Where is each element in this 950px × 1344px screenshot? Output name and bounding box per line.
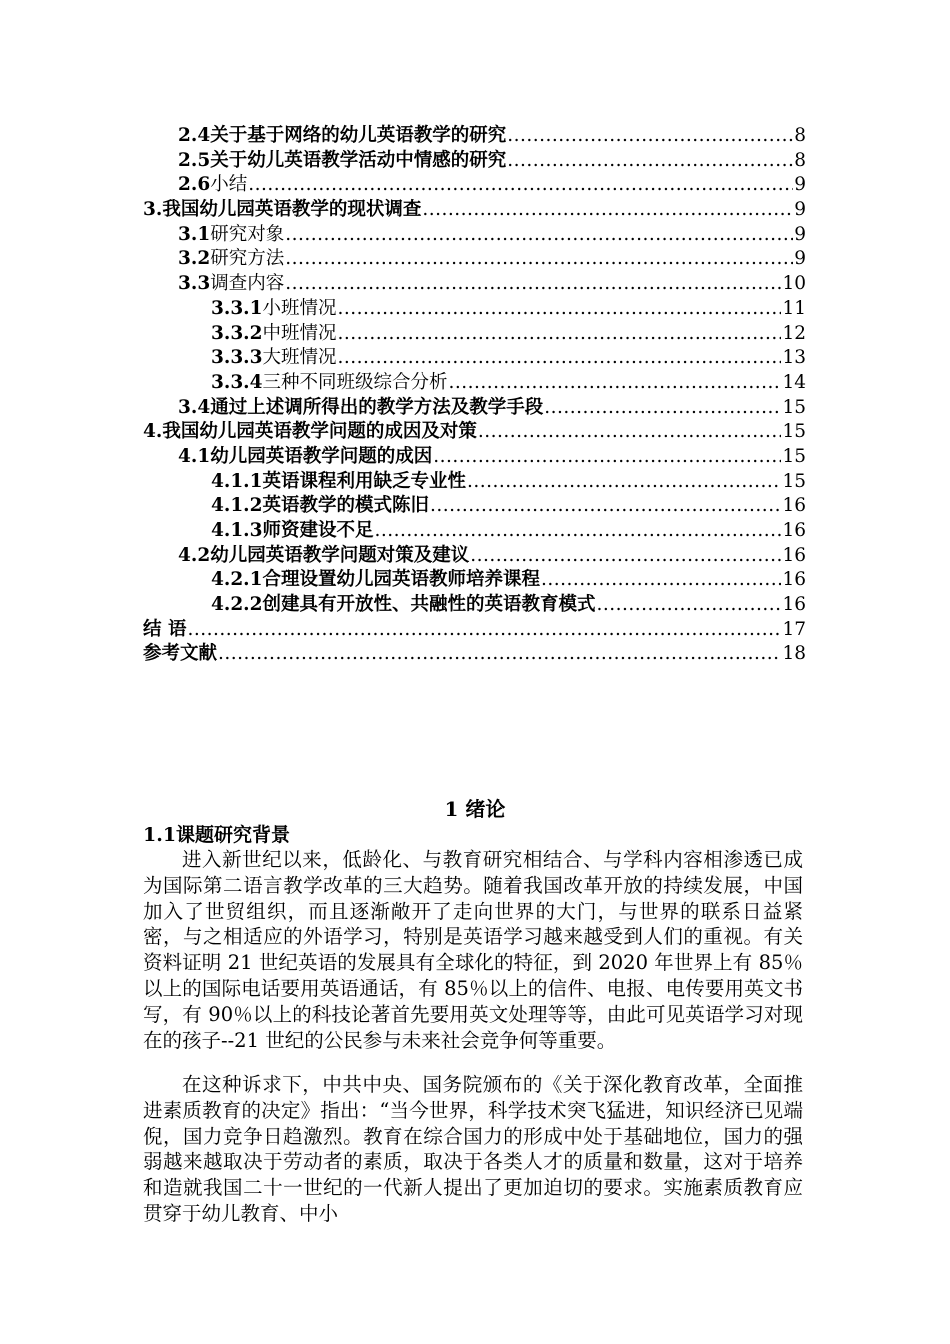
toc-entry-page-number: 8 — [794, 149, 806, 171]
toc-entry-title: 幼儿园英语教学问题对策及建议 — [210, 544, 470, 566]
toc-entry-title: 我国幼儿园英语教学问题的成因及对策 — [162, 421, 477, 443]
toc-entry-number: 4.1.2 — [211, 495, 263, 517]
toc-entry-title: 合理设置幼儿园英语教师培养课程 — [262, 569, 541, 591]
toc-entry-title: 创建具有开放性、共融性的英语教育模式 — [262, 594, 596, 616]
toc-entry-number: 3.1 — [178, 223, 211, 245]
toc-entry-title: 大班情况 — [262, 347, 337, 369]
toc-entry[interactable] — [143, 346, 806, 371]
toc-dot-leader — [597, 593, 782, 618]
toc-entry-title: 调查内容 — [210, 273, 285, 295]
toc-dot-leader — [375, 519, 782, 544]
toc-entry-page-number: 15 — [782, 396, 806, 418]
toc-entry[interactable] — [143, 149, 806, 174]
section-title: 1.1课题研究背景 — [143, 824, 291, 846]
toc-entry[interactable] — [143, 272, 806, 297]
toc-entry-title: 英语教学的模式陈旧 — [262, 495, 430, 517]
toc-dot-leader — [544, 396, 781, 421]
toc-entry-number: 2.4 — [178, 125, 211, 146]
toc-entry-title: 小班情况 — [262, 297, 337, 319]
toc-dot-leader — [430, 494, 781, 519]
toc-dot-leader — [478, 420, 782, 445]
toc-entry-title: 通过上述调所得出的教学方法及教学手段 — [210, 396, 544, 418]
toc-dot-leader — [248, 173, 793, 198]
toc-dot-leader — [338, 297, 782, 322]
toc-entry-page-number: 13 — [782, 347, 806, 369]
toc-entry-title: 师资建设不足 — [262, 520, 374, 541]
toc-dot-leader — [422, 198, 793, 223]
toc-entry-page-number: 17 — [782, 618, 806, 640]
toc-entry-number: 4.1.1 — [211, 470, 263, 492]
toc-entry-number: 4.1.3 — [211, 520, 263, 541]
toc-entry[interactable] — [143, 198, 806, 223]
toc-entry-title: 结 语 — [143, 618, 187, 640]
table-of-contents — [143, 124, 806, 667]
toc-entry-title: 中班情况 — [262, 322, 337, 344]
toc-entry-page-number: 10 — [782, 273, 806, 295]
toc-entry-title: 幼儿园英语教学问题的成因 — [210, 445, 433, 467]
toc-entry-page-number: 9 — [794, 174, 806, 196]
toc-entry-number: 2.6 — [178, 174, 211, 196]
toc-dot-leader — [470, 544, 781, 569]
toc-dot-leader — [338, 346, 782, 371]
toc-entry[interactable] — [143, 544, 806, 569]
toc-entry-page-number: 12 — [782, 322, 806, 344]
toc-entry[interactable] — [143, 494, 806, 519]
toc-entry-number: 3.3.2 — [211, 322, 263, 344]
toc-entry-page-number: 16 — [782, 569, 806, 591]
toc-entry[interactable] — [143, 297, 806, 322]
toc-entry-number: 3.3.3 — [211, 347, 263, 369]
toc-entry[interactable] — [143, 445, 806, 470]
toc-entry[interactable] — [143, 396, 806, 421]
toc-entry[interactable] — [143, 371, 806, 396]
toc-entry-title: 研究方法 — [210, 248, 285, 270]
toc-entry[interactable] — [143, 322, 806, 347]
body-paragraph-2: 在这种诉求下，中共中央、国务院颁布的《关于深化教育改革，全面推进素质教育的决定》指出：“当今世界，科学技术突飞猛进，知识经济已见端倪，国力竞争日趋激烈。教育在综合国力的形成中处于基础地位，国力的强弱越来越取决于劳动者的素质，取决于各类人才的质量和数量，这对于培养和造就我国二十一世纪的一代新人提出了更加迫切的要求。实施素质教育应贯穿于幼儿教育、中小 — [143, 1073, 803, 1225]
toc-dot-leader — [467, 470, 781, 495]
toc-entry-number: 2.5 — [178, 149, 211, 171]
toc-entry[interactable] — [143, 247, 806, 272]
toc-dot-leader — [285, 247, 793, 272]
toc-entry-title: 三种不同班级综合分析 — [262, 371, 448, 393]
toc-entry[interactable] — [143, 519, 806, 544]
toc-entry-number: 3.2 — [178, 248, 211, 270]
toc-entry-page-number: 15 — [782, 470, 806, 492]
toc-entry-page-number: 16 — [782, 520, 806, 541]
toc-entry-number: 4.1 — [178, 445, 211, 467]
toc-entry-number: 4.2.2 — [211, 594, 263, 616]
toc-entry[interactable] — [143, 223, 806, 248]
toc-dot-leader — [507, 124, 793, 149]
toc-entry-page-number: 9 — [794, 223, 806, 245]
toc-dot-leader — [285, 272, 781, 297]
toc-dot-leader — [449, 371, 782, 396]
toc-entry[interactable] — [143, 470, 806, 495]
toc-entry[interactable] — [143, 173, 806, 198]
toc-entry-title: 小结 — [210, 174, 248, 196]
toc-entry-page-number: 15 — [782, 421, 806, 443]
toc-entry-number: 3.3 — [178, 273, 211, 295]
toc-entry-page-number: 16 — [782, 495, 806, 517]
toc-entry-page-number: 15 — [782, 445, 806, 467]
toc-entry-title: 英语课程利用缺乏专业性 — [262, 470, 467, 492]
toc-dot-leader — [338, 322, 782, 347]
toc-entry-page-number: 9 — [794, 248, 806, 270]
toc-dot-leader — [285, 223, 793, 248]
toc-entry-title: 我国幼儿园英语教学的现状调查 — [162, 199, 422, 221]
toc-entry-page-number: 16 — [782, 594, 806, 616]
toc-entry-title: 研究对象 — [210, 223, 285, 245]
toc-entry-number: 4. — [143, 421, 163, 443]
toc-entry-page-number: 8 — [794, 125, 806, 146]
toc-entry[interactable] — [143, 642, 806, 667]
toc-dot-leader — [541, 568, 781, 593]
toc-entry[interactable] — [143, 618, 806, 643]
body-paragraph-1: 进入新世纪以来，低龄化、与教育研究相结合、与学科内容相渗透已成为国际第二语言教学改革的三大趋势。随着我国改革开放的持续发展，中国加入了世贸组织，而且逐渐敞开了走向世界的大门，与世界的联系日益紧密，与之相适应的外语学习，特别是英语学习越来越受到人们的重视。有关资料证明 21 世纪英语的发展具有全球化的特征，到 2020 年世界上有 85％以上的国际电话要用英语通话，有 85％以上的信件、电报、电传要用英文书写，有 90％以上的科技论著首先要用英文处理等等，由此可见英语学习对现在的孩子--21 世纪的公民参与未来社会竞争何等重要。 — [143, 848, 803, 1052]
toc-dot-leader — [187, 618, 781, 643]
toc-entry-number: 3. — [143, 199, 163, 221]
toc-entry-number: 3.4 — [178, 396, 211, 418]
toc-entry-title: 参考文献 — [143, 643, 218, 665]
toc-entry-page-number: 11 — [782, 297, 806, 319]
toc-entry[interactable] — [143, 420, 806, 445]
toc-entry-page-number: 16 — [782, 544, 806, 566]
toc-entry-number: 3.3.4 — [211, 371, 263, 393]
toc-entry[interactable] — [143, 124, 806, 149]
toc-entry[interactable] — [143, 593, 806, 618]
toc-dot-leader — [433, 445, 781, 470]
toc-entry-title: 关于基于网络的幼儿英语教学的研究 — [210, 125, 507, 146]
toc-dot-leader — [218, 642, 781, 667]
toc-entry-title: 关于幼儿英语教学活动中情感的研究 — [210, 149, 507, 171]
toc-entry[interactable] — [143, 568, 806, 593]
toc-entry-number: 3.3.1 — [211, 297, 263, 319]
toc-entry-number: 4.2.1 — [211, 569, 263, 591]
toc-entry-page-number: 14 — [782, 371, 806, 393]
toc-entry-page-number: 9 — [794, 199, 806, 221]
toc-entry-page-number: 18 — [782, 643, 806, 665]
toc-entry-number: 4.2 — [178, 544, 211, 566]
chapter-title: 1 绪论 — [444, 797, 506, 821]
toc-dot-leader — [507, 149, 793, 174]
